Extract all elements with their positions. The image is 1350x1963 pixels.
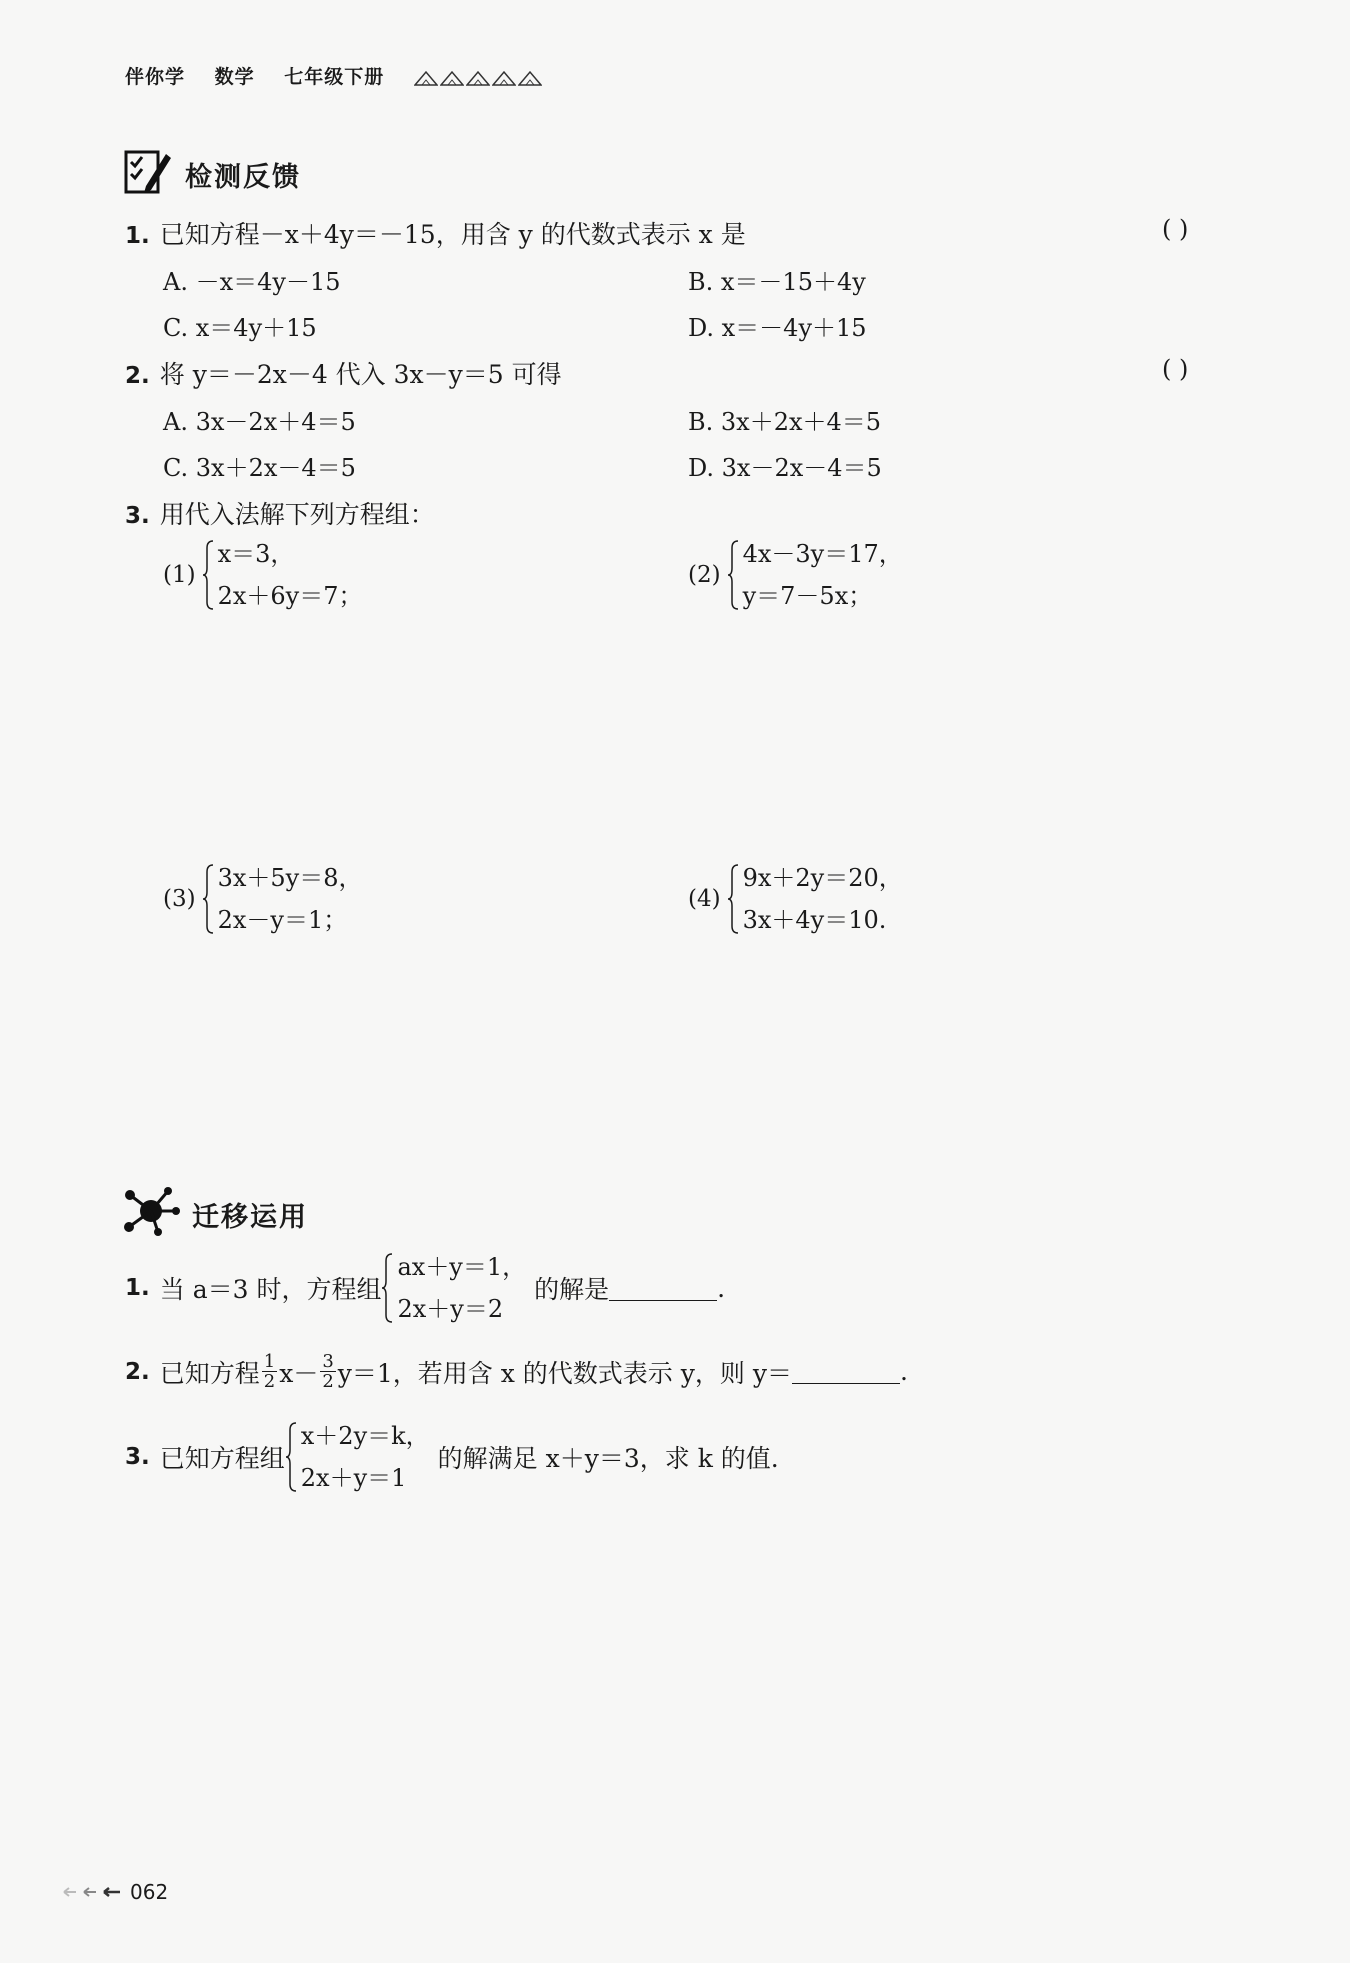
option-c: C. x＝4y＋15 [163, 314, 317, 342]
option-b: B. x＝－15＋4y [688, 268, 866, 296]
option-c: C. 3x＋2x－4＝5 [163, 454, 356, 482]
question-number: 2. [125, 363, 150, 389]
transfer-question-2 [125, 1352, 908, 1391]
equation-line: x＝3， [217, 540, 295, 568]
equation-line: x＋2y＝k， [300, 1422, 430, 1450]
arrow-decoration-icon [62, 1885, 124, 1899]
equation-line: 2x＋6y＝7； [217, 582, 363, 610]
left-brace-icon [202, 540, 214, 610]
question-text: 用代入法解下列方程组： [159, 500, 435, 529]
section-title-feedback: 检测反馈 [185, 162, 301, 193]
end-punctuation: . [717, 1273, 726, 1303]
answer-blank [609, 1276, 717, 1301]
question-number: 3. [125, 1444, 150, 1470]
system-label: (4) [688, 886, 721, 912]
equation-line: 2x－y＝1； [217, 906, 348, 934]
fraction-three-halves [320, 1352, 335, 1391]
question-number: 2. [125, 1358, 150, 1385]
equation-line: 2x＋y＝1 [300, 1464, 407, 1492]
transfer-question-1 [125, 1253, 725, 1323]
system-label: (1) [163, 562, 196, 588]
equation-line: 4x－3y＝17， [742, 540, 903, 568]
question-number: 1. [125, 223, 150, 249]
question-text: 已知方程－x＋4y＝－15，用含 y 的代数式表示 x 是 [159, 220, 746, 249]
system-label: (3) [163, 886, 196, 912]
header-grade: 七年级下册 [284, 66, 385, 88]
equation-line: y＝7－5x； [742, 582, 873, 610]
equation-line: 9x＋2y＝20， [742, 864, 903, 892]
question-text: 已知方程组 [159, 1444, 285, 1473]
end-punctuation: . [899, 1357, 908, 1386]
question-3 [125, 495, 435, 531]
option-a: A. 3x－2x＋4＝5 [163, 408, 356, 436]
question-text: 的解满足 x＋y＝3，求 k 的值. [437, 1444, 779, 1473]
transfer-question-3 [125, 1422, 779, 1492]
question-number: 1. [125, 1275, 150, 1301]
question-number: 3. [125, 503, 150, 529]
equation-line: ax＋y＝1， [397, 1253, 527, 1281]
triangle-decoration [414, 70, 542, 86]
fraction-denominator: 2 [263, 1371, 276, 1392]
left-brace-icon [202, 864, 214, 934]
header-book: 伴你学 [125, 66, 186, 88]
option-d: D. x＝－4y＋15 [688, 314, 867, 342]
left-brace-icon [381, 1253, 393, 1323]
equation-system-1 [163, 540, 363, 610]
left-brace-icon [285, 1422, 297, 1492]
equation-system-4 [688, 864, 903, 934]
option-d: D. 3x－2x－4＝5 [688, 454, 882, 482]
system-label: (2) [688, 562, 721, 588]
question-text: 的解是 [534, 1275, 610, 1304]
equation-line: 2x＋y＝2 [397, 1295, 504, 1323]
question-text: 将 y＝－2x－4 代入 3x－y＝5 可得 [159, 360, 562, 389]
question-text: y＝1，若用含 x 的代数式表示 y，则 y＝ [337, 1358, 792, 1388]
left-brace-icon [727, 864, 739, 934]
answer-blank [792, 1359, 900, 1384]
fraction-numerator: 1 [263, 1351, 276, 1372]
option-b: B. 3x＋2x＋4＝5 [688, 408, 882, 436]
page-footer [62, 1880, 168, 1904]
option-a: A. －x＝4y－15 [163, 268, 341, 296]
question-1 [125, 215, 746, 251]
section-checklist-icon [124, 146, 172, 200]
page-number: 062 [130, 1880, 169, 1904]
question-text: x－ [279, 1358, 319, 1388]
question-text: 当 a＝3 时，方程组 [159, 1275, 382, 1304]
fraction-numerator: 3 [322, 1351, 334, 1372]
header-subject: 数学 [214, 66, 255, 88]
question-2 [125, 355, 562, 391]
section-title-application: 迁移运用 [192, 1202, 308, 1233]
section-network-icon [124, 1185, 180, 1241]
answer-parentheses: ( ) [1162, 355, 1189, 383]
question-text: 已知方程 [159, 1358, 260, 1388]
answer-parentheses: ( ) [1162, 215, 1189, 243]
equation-line: 3x＋4y＝10. [742, 906, 887, 934]
equation-line: 3x＋5y＝8， [217, 864, 363, 892]
left-brace-icon [727, 540, 739, 610]
equation-system-3 [163, 864, 363, 934]
fraction-one-half [262, 1352, 277, 1391]
fraction-denominator: 2 [322, 1371, 334, 1392]
equation-system-2 [688, 540, 903, 610]
page-header [125, 62, 542, 89]
